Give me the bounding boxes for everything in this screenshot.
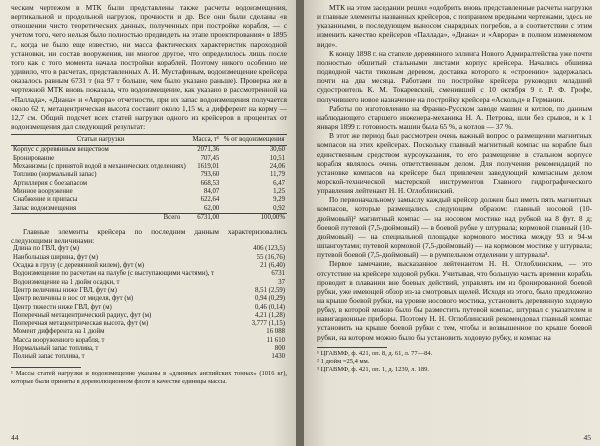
load-table-row <box>11 163 287 171</box>
elements-table-cell-label: Наибольшая ширина, фут (м) <box>13 253 98 261</box>
load-table-cell-mass: 2071,36 <box>197 146 220 154</box>
elements-table-cell-value: 406 (123,5) <box>253 245 285 253</box>
elements-table-cell-label: Водоизмещение на 1 дюйм осадки, т <box>13 278 120 286</box>
right-footnote-2: ² 1 дюйм =25,4 мм. <box>317 357 370 365</box>
elements-table-cell-label: Полный запас топлива, т <box>13 353 85 361</box>
elements-table-cell-value: 0,94 (0,29) <box>254 295 285 303</box>
load-table-row <box>11 146 287 155</box>
load-table-row <box>11 188 287 196</box>
elements-table-cell-value: 800 <box>274 345 285 353</box>
elements-table-cell-value: 21 (6,40) <box>260 262 285 270</box>
right-footnote-3: ³ ЦГАВМФ, ф. 421, оп. 1, д. 1239, л. 189. <box>317 365 430 373</box>
load-table-total-percent: 100,00% <box>221 213 287 222</box>
elements-table-cell-value: 4,21 (1,28) <box>254 311 285 319</box>
right-paragraph-6: Первое замечание, высказанное лейтенантом Н. Н. Оглоблинским, — это отсутствие на крейсере ходовой рубки. Учитывая, что большую часть времени корабль проводит в плавании вне боевых действий, управлять им из бронированной боевой рубки, уже имеющей обзор из-за смотровых щелей. Исходя из этого, было предложено на крыше боевой рубки, на уровне носового мостика, установить деревянную ходовую рубку, в которой можно было бы разместить путевой компас, штурвал с указателем и навигационные приборы. Поэтому Н. Н. Оглоблинский рекомендовал главный компас установить на крыше боевой рубки с тем, чтобы и возвышенное по крыше боевой рубки, на котором можно было бы установить ходовую рубку, и компас на <box>317 259 592 342</box>
load-table-cell-item: Механизмы (с принятой водой в механических отделениях) <box>13 163 186 171</box>
elements-table-row <box>11 337 287 345</box>
elements-table-row <box>11 262 287 270</box>
elements-table-row <box>11 353 287 361</box>
elements-table-cell-value: 1430 <box>271 353 285 361</box>
elements-table-row <box>11 270 287 278</box>
left-footnote: ¹ Массы статей нагрузки и водоизмещение указаны в «длинных английских тоннах» (1016 кг), которые были приняты в дореволюционном флоте в качестве единицы массы. <box>11 369 287 385</box>
elements-table-row <box>11 320 287 328</box>
elements-table-cell-label: Момент дифферента на 1 дюйм <box>13 328 105 336</box>
load-table <box>11 134 287 222</box>
elements-table-cell-value: 8,51 (2,59) <box>254 286 285 294</box>
right-footnote-1: ¹ ЦГАВМФ, ф. 421, оп. 8, д. 61, л. 77—84. <box>317 349 433 357</box>
load-table-cell-mass: 84,07 <box>204 187 220 195</box>
elements-table-cell-label: Осадка в грузу (с деревянной килем), фут (м) <box>13 262 145 270</box>
load-table-cell-percent: 1,25 <box>273 187 285 195</box>
load-table-header <box>11 135 287 146</box>
load-table-cell-percent: 30,60 <box>269 146 285 154</box>
load-table-cell-item: Артиллерия с боезапасом <box>13 179 88 187</box>
footnote-divider <box>317 347 387 348</box>
load-table-cell-percent: 10,51 <box>269 154 285 162</box>
load-table-total-label: Всего <box>11 213 190 222</box>
load-table-cell-item: Минное вооружение <box>13 187 73 195</box>
page-number-right: 45 <box>583 432 591 442</box>
load-table-row <box>11 196 287 204</box>
elements-table-row <box>11 304 287 312</box>
elements-table-cell-value: 16 088 <box>266 328 285 336</box>
elements-table-cell-label: Поперечная метацентрическая высота, фут (м) <box>13 320 149 328</box>
load-table-cell-item: Снабжение и припасы <box>13 196 78 204</box>
load-table-row <box>11 155 287 163</box>
left-paragraph-2: Главные элементы крейсера по последним данным характеризовались следующими величинами: <box>11 227 287 246</box>
load-table-cell-percent: 0,92 <box>273 204 285 212</box>
elements-table-row <box>11 345 287 353</box>
page-number-left: 44 <box>11 432 19 442</box>
elements-table-row <box>11 254 287 262</box>
right-paragraph-1: МТК на этом заседании решил «одобрить вновь представленные расчеты нагрузки и главные элементы названных крейсеров, с попранием вредными чертежами, здесь не указанными, в последующем выносом снарядных погребов, а в соответствии с этим изменить качество крейсеров «Паллада», «Диана» и «Аврора» в полном изменяемом виде». <box>317 3 592 49</box>
right-paragraph-2: К концу 1898 г. на стапеле деревянного эллинга Нового Адмиралтейства уже почти полностью обшитый стальными листами корпус крейсера. Начались обшивка подводной части тиковым деревом, доставка которого к «строению» задержалась почти на два месяца. Работами по постройке крейсера руководил младший судостроитель К. М. Токаревский, сменивший с 10 октября 9 г. Р. Ф. Грофе, получившего новое назначение на постройку крейсера «Аскольд» в Германии. <box>317 48 592 104</box>
load-table-cell-item: Запас водоизмещения <box>13 204 77 212</box>
elements-table-row <box>11 312 287 320</box>
elements-table-cell-label: Длина по ГВЛ, фут (м) <box>13 245 80 253</box>
left-paragraph-1: ческим чертежом в МТК были представлены также расчеты водоизмещения, вертикальной и продольной нагрузок, прочности и др. Все они были сделаны «в отношении чисто теоретических данных, полученных при постройке корабля, — с учетом того, чего нельзя было полностью предвидеть на этапе проектирования» в 1895 г., когда не было еще известно, ни масса фактических характеристик пароходной установки, ни состав вооружения, ни многое другое, что определилось лишь после того как с того момента начала постройки кораблей. Поэтому никого особенно не удивило, что в расчетах, представленных А. И. Мустафиным, водоизмещение крейсера оказалось равным 6731 т (на 97 т больше, чем было указано раньше). Проверка же в чертежной МТК вновь показала, что водоизмещение, как указано в рассмотренной на «Паллада», «Диана» и «Аврора» отчетности, при их запас водоизмещения получается около 62 т, метацентрическая высота составит около 1,15 м, а дифферент на корму — 12,7 см. Общий подсчет всех статей нагрузки одного из крейсеров в процентах от водоизмещения дал следующий результат: <box>11 3 287 132</box>
load-table-cell-mass: 62,00 <box>204 204 220 212</box>
load-table-cell-percent: 6,47 <box>273 179 285 187</box>
load-table-body <box>11 146 287 213</box>
right-paragraph-3: Работы по изготовлению на Франко-Русском заводе машин и котлов, по данным наблюдающего старшего инженера-механика Н. А. Петрова, шли без срывов, и к 1 января 1899 г. готовность машин была 65 %, а котлов — 37 %. <box>317 103 592 132</box>
right-paragraph-5: По первоначальному замыслу каждый крейсер должен был иметь пять магнитных компасов, которые размещались следующим образом: главный носовой (10-дюймовый)² магнитный компас — на носовом мостике над рубкой на 8 фут. 8 д; боевой путевой (7,5-дюймовый) — в боевой рубке у штурвала; кормовой главный (10-дюймовый) — на специальной площадке кормового мостика между 93 и 94-м шпангоутами; путевой кормовой (7,5-дюймовый) — на кормовом мостике у штурвала; путевой боевой (7,5-дюймовый) — в румпельном отделении у штурвала³. <box>317 195 592 260</box>
elements-table-cell-value: 3,777 (1,15) <box>251 320 285 328</box>
elements-table-row <box>11 279 287 287</box>
elements-table-row <box>11 287 287 295</box>
load-table-cell-mass: 1619,01 <box>197 163 220 171</box>
load-table-row <box>11 171 287 179</box>
load-table-cell-mass: 707,45 <box>200 154 220 162</box>
load-table-col-mass: Масса, т¹ <box>190 135 221 146</box>
elements-table-cell-value: 0,46 (0,14) <box>254 303 285 311</box>
elements-table-body <box>11 245 287 361</box>
elements-table-cell-value: 11 610 <box>266 336 285 344</box>
load-table-total <box>11 213 287 222</box>
load-table-cell-percent: 9,29 <box>273 196 285 204</box>
load-table-col-percent: % от водоизмещения <box>221 135 287 146</box>
load-table-row <box>11 205 287 214</box>
load-table-cell-mass: 668,53 <box>200 179 220 187</box>
elements-table-cell-label: Водоизмещение по расчетам на палубе (с выступающими частями), т <box>13 270 215 278</box>
elements-table-cell-label: Нормальный запас топлива, т <box>13 345 99 353</box>
elements-table-cell-label: Масса вооруженного корабля, т <box>13 336 105 344</box>
elements-table-cell-label: Центр тяжести ниже ГВЛ, фут (м) <box>13 303 112 311</box>
elements-table-row <box>11 328 287 336</box>
right-page <box>304 0 600 446</box>
left-page <box>0 0 296 446</box>
elements-table-row <box>11 245 287 253</box>
elements-table-cell-value: 55 (16,76) <box>256 253 285 261</box>
load-table-cell-percent: 11,79 <box>269 171 285 179</box>
right-paragraph-4: В этот же период был рассмотрен очень важный вопрос о размещении магнитных компасов на этих крейсерах. Поскольку главный магнитный компас на корабле был единственным средством курсоуказания, то его размещение в стальном корпусе корабля являлось очень ответственным делом. Для получения рекомендаций по установке компасов на крейсере был привлечен заведующий компасным делом морской-технической мастерской инструментов Главного гидрографического управления лейтенант Н. Н. Оглоблинский. <box>317 131 592 196</box>
load-table-cell-item: Корпус с деревянным веществом <box>13 146 109 154</box>
elements-table-cell-value: 37 <box>278 278 285 286</box>
load-table-cell-percent: 24,06 <box>269 163 285 171</box>
load-table-cell-item: Топливо (нормальный запас) <box>13 171 97 179</box>
elements-table-row <box>11 295 287 303</box>
load-table-row <box>11 180 287 188</box>
elements-table-cell-label: Поперечный метацентрический радиус, фут (м) <box>13 311 152 319</box>
load-table-cell-item: Бронирование <box>13 154 55 162</box>
elements-table-cell-label: Центр величины ниже ГВЛ, фут (м) <box>13 286 117 294</box>
load-table-cell-mass: 622,64 <box>200 196 220 204</box>
elements-table-cell-value: 6731 <box>271 270 285 278</box>
load-table-total-mass: 6731,00 <box>190 213 221 222</box>
load-table-cell-mass: 793,60 <box>200 171 220 179</box>
load-table-col-item: Статьи нагрузки <box>11 135 190 146</box>
footnote-divider <box>11 367 81 368</box>
elements-table-cell-label: Центр величины в нос от миделя, фут (м) <box>13 295 134 303</box>
elements-table <box>11 245 287 361</box>
book-gutter <box>296 0 304 446</box>
